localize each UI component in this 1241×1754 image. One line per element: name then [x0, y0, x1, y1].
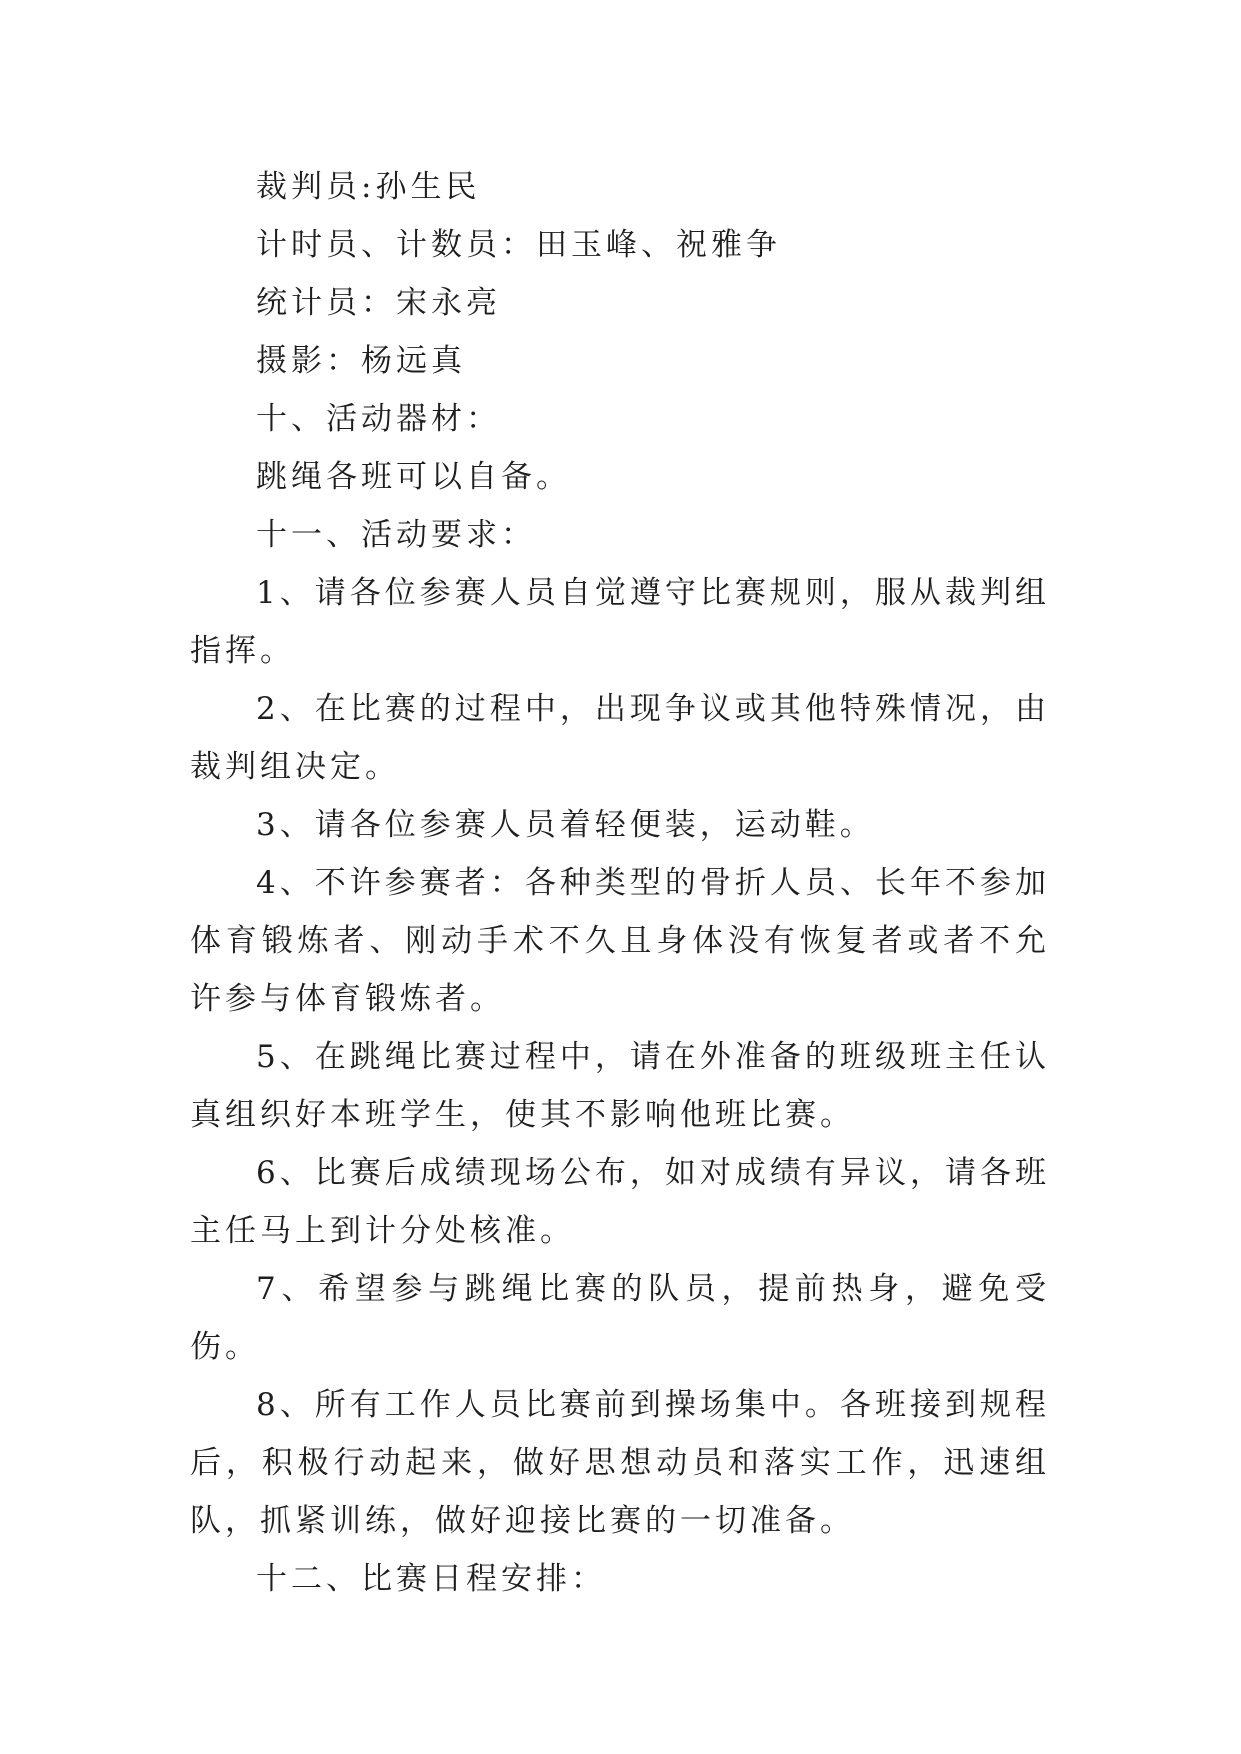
requirement-item-5: 5、在跳绳比赛过程中，请在外准备的班级班主任认真组织好本班学生，使其不影响他班比赛。	[190, 1039, 1050, 1133]
paragraph-timekeepers: 计时员、计数员：田玉峰、祝雅争	[256, 227, 781, 263]
document-body	[190, 158, 1050, 1608]
requirement-item-8: 8、所有工作人员比赛前到操场集中。各班接到规程后，积极行动起来，做好思想动员和落实工作，迅速组队，抓紧训练，做好迎接比赛的一切准备。	[190, 1387, 1050, 1539]
requirement-item-7: 7、希望参与跳绳比赛的队员，提前热身，避免受伤。	[190, 1271, 1050, 1365]
requirement-item-6: 6、比赛后成绩现场公布，如对成绩有异议，请各班主任马上到计分处核准。	[190, 1155, 1050, 1249]
paragraph-referee: 裁判员:孙生民	[256, 169, 481, 205]
paragraph-statistician: 统计员：宋永亮	[256, 285, 501, 321]
paragraph-equipment: 跳绳各班可以自备。	[256, 459, 571, 495]
requirement-item-1: 1、请各位参赛人员自觉遵守比赛规则，服从裁判组指挥。	[190, 575, 1050, 669]
requirement-item-3: 3、请各位参赛人员着轻便装，运动鞋。	[256, 807, 875, 843]
requirement-item-2: 2、在比赛的过程中，出现争议或其他特殊情况，由裁判组决定。	[190, 691, 1050, 785]
section-heading-equipment: 十、活动器材：	[256, 401, 501, 437]
paragraph-photographer: 摄影：杨远真	[256, 343, 466, 379]
requirement-item-4: 4、不许参赛者：各种类型的骨折人员、长年不参加体育锻炼者、刚动手术不久且身体没有恢复者或者不允许参与体育锻炼者。	[190, 865, 1050, 1017]
section-heading-schedule: 十二、比赛日程安排：	[256, 1561, 606, 1597]
section-heading-requirements: 十一、活动要求：	[256, 517, 536, 553]
